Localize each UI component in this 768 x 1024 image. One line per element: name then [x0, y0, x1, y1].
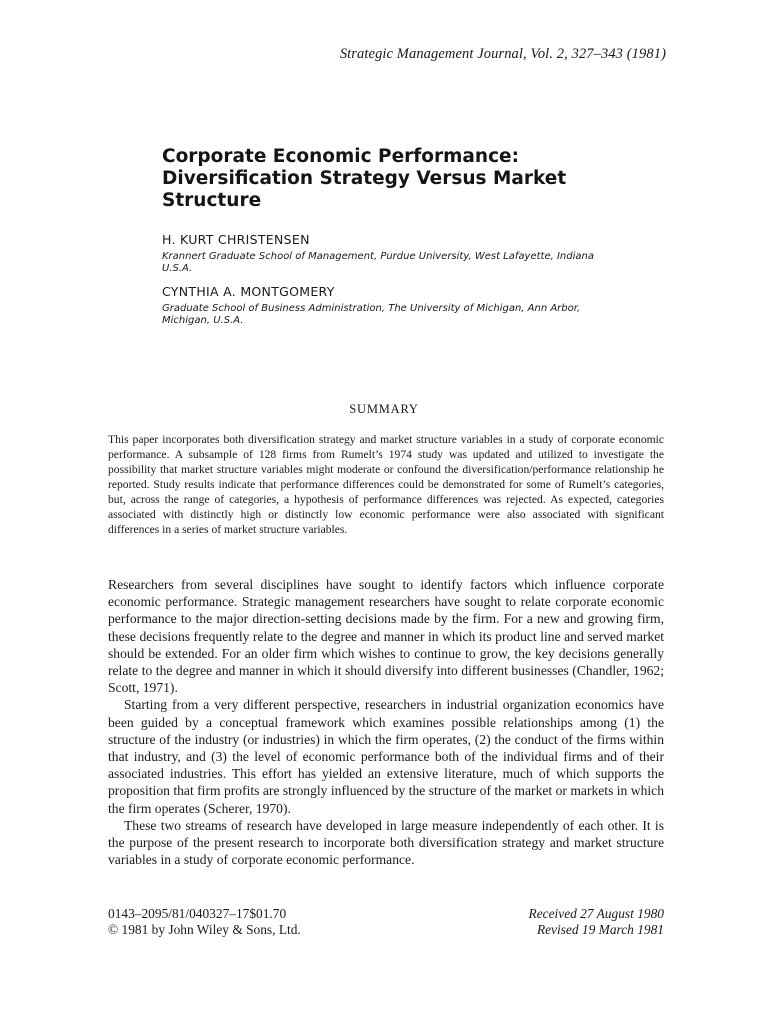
affiliation-line: Michigan, U.S.A. [162, 315, 244, 326]
revised-date: Revised 19 March 1981 [536, 922, 664, 937]
title-line: Structure [162, 190, 262, 211]
summary-heading: SUMMARY [349, 402, 419, 416]
footer-row [108, 906, 664, 922]
body-text [108, 576, 664, 868]
copyright-notice: © 1981 by John Wiley & Sons, Ltd. [108, 922, 301, 937]
body-paragraph: These two streams of research have developed in large measure independently of each other. It is the purpose of the present research to incorporate both diversification strategy and market structure variables in a study of corporate economic performance. [108, 817, 664, 868]
article-code: 0143–2095/81/040327–17$01.70 [108, 906, 287, 921]
title-block [162, 146, 662, 327]
author-block [162, 284, 662, 327]
affiliation-line: Krannert Graduate School of Management, Purdue University, West Lafayette, Indiana [162, 251, 594, 262]
received-date: Received 27 August 1980 [528, 906, 664, 921]
title-line: Corporate Economic Performance: [162, 146, 519, 167]
publication-footer [108, 906, 664, 938]
author-affiliation [162, 303, 652, 327]
title-line: Diversification Strategy Versus Market [162, 168, 567, 189]
article-title [162, 146, 662, 212]
affiliation-line: Graduate School of Business Administration, The University of Michigan, Ann Arbor, [162, 303, 581, 314]
author-affiliation [162, 251, 652, 275]
author-name: H. KURT CHRISTENSEN [162, 232, 310, 247]
affiliation-line: U.S.A. [162, 263, 193, 274]
author-name: CYNTHIA A. MONTGOMERY [162, 284, 335, 299]
body-paragraph: Researchers from several disciplines have sought to identify factors which influence corporate economic performance. Strategic management researchers have sought to relate corporate economic performance to the major direction-setting decisions made by the firm. For a new and growing firm, these decisions frequently relate to the degree and manner in which its product line and served market should be extended. For an older firm which wishes to continue to grow, the key decisions generally relate to the degree and manner in which it should diversify into different businesses (Chandler, 1962; Scott, 1971). [108, 577, 664, 696]
summary-text: This paper incorporates both diversification strategy and market structure variables in a study of corporate economic performance. A subsample of 128 firms from Rumelt’s 1974 study was updated and utilized to investigate the possibility that market structure variables might moderate or confound the diversification/performance relationship he reported. Study results indicate that performance differences could be demonstrated for some of Rumelt’s categories, but, across the range of categories, a hypothesis of performance differences was rejected. As expected, categories associated with distinctly high or distinctly low economic performance were also associated with significant differences in a series of market structure variables. [108, 433, 664, 536]
footer-row [108, 922, 664, 938]
journal-citation: Strategic Management Journal, Vol. 2, 327–343 (1981) [339, 46, 666, 62]
author-block [162, 232, 662, 275]
body-paragraph: Starting from a very different perspective, researchers in industrial organization economics have been guided by a conceptual framework which examines possible relationships among (1) the structure of the industry (or industries) in which the firm operates, (2) the conduct of the firms within that industry, and (3) the level of economic performance both of the individual firms and of their associated industries. This effort has yielded an extensive literature, much of which supports the proposition that firm profits are strongly influenced by the structure of the market or markets in which the firm operates (Scherer, 1970). [108, 697, 664, 816]
